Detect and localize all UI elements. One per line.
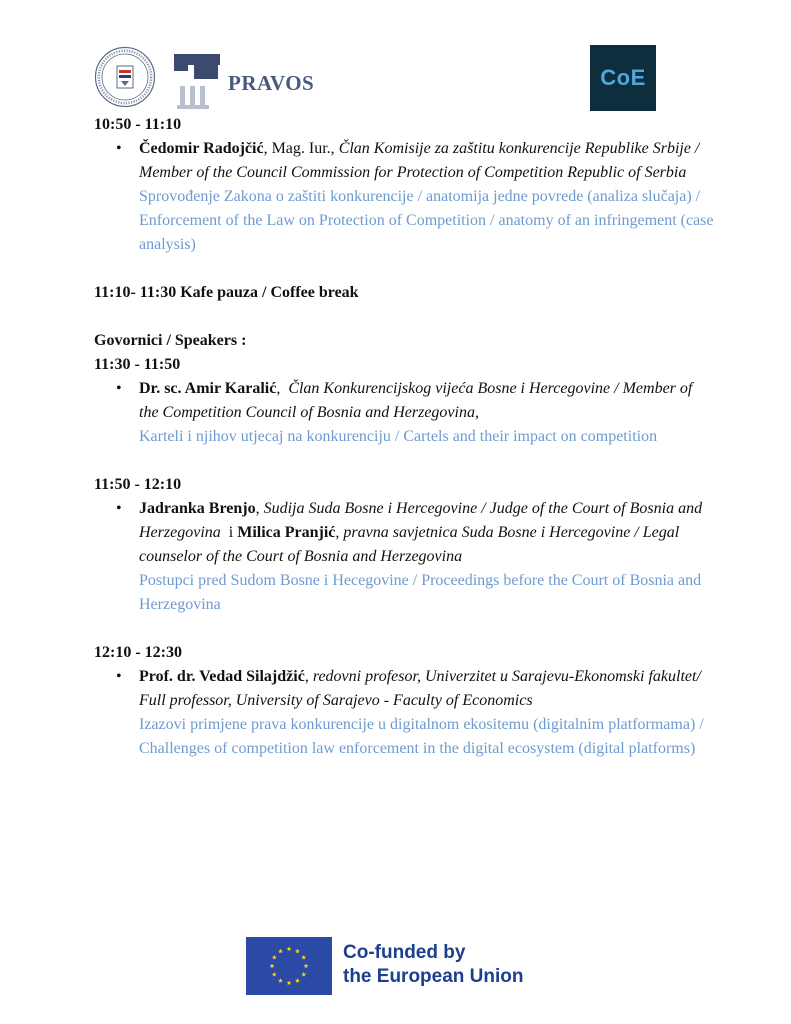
speaker-role: Član Konkurencijskog vijeća Bosne i Hercegovine / Member of the Competition Council of Bosnia and Herzegovina, <box>139 380 693 421</box>
bullet-icon: • <box>116 380 122 397</box>
header-logos <box>94 40 664 115</box>
bullet-icon: • <box>116 500 122 517</box>
time-slot: 10:50 - 11:10 <box>94 116 182 133</box>
time-slot: 12:10 - 12:30 <box>94 644 182 661</box>
coe-logo-text: CoE <box>600 65 646 90</box>
speaker-name-2: Milica Pranjić <box>237 524 336 541</box>
speaker-name: Prof. dr. Vedad Silajdžić <box>139 668 305 685</box>
bullet-icon: • <box>116 140 122 157</box>
eu-line-2: the European Union <box>343 966 524 987</box>
speakers-heading: Govornici / Speakers : <box>94 332 247 349</box>
conjunction: i <box>228 524 234 541</box>
talk-topic: Postupci pred Sudom Bosne i Hecegovine / Proceedings before the Court of Bosnia and Herzegovina <box>139 572 702 613</box>
agenda-item <box>116 137 714 257</box>
speaker-name: Dr. sc. Amir Karalić <box>139 380 277 397</box>
talk-topic: Izazovi primjene prava konkurencije u digitalnom ekositemu (digitalnim platformama) / Challenges of competition law enforcement in the digital ecosystem (digital platforms) <box>139 716 704 757</box>
pravos-logo-text: PRAVOS <box>228 71 315 95</box>
eu-cofunded-banner <box>246 937 556 997</box>
talk-topic: Karteli i njihov utjecaj na konkurenciju / Cartels and their impact on competition <box>139 428 658 445</box>
bullet-icon: • <box>116 668 122 685</box>
eu-line-1: Co-funded by <box>343 942 466 963</box>
eu-flag-icon <box>246 937 332 995</box>
time-slot: 11:30 - 11:50 <box>94 356 181 373</box>
speaker-name: Jadranka Brenjo <box>139 500 256 517</box>
pillar-logo-icon <box>170 50 226 110</box>
speaker-role-2: pravna savjetnica Suda Bosne i Hercegovine / Legal counselor of the Court of Bosnia and Herzegovina <box>139 524 680 565</box>
university-seal-icon <box>94 46 156 108</box>
eu-cofunded-text <box>343 941 524 989</box>
speaker-title: , Mag. Iur., <box>263 140 339 157</box>
speaker-role: redovni profesor, Univerzitet u Sarajevu-Ekonomski fakultet/ Full professor, University of Sarajevo - Faculty of Economics <box>139 668 701 709</box>
agenda-item: • Dr. sc. Amir Karalić, Član Konkurencijskog vijeća Bosne i Hercegovine / Member of the Competition Council of Bosnia and Herzegovina, Karteli i njihov utjecaj na konkurenciju / Cartels and their impact on competition <box>139 377 714 449</box>
agenda-item: • Prof. dr. Vedad Silajdžić, redovni profesor, Univerzitet u Sarajevu-Ekonomski fakultet/ Full professor, University of Sarajevo - Faculty of Economics Izazovi primjene prava konkurencije u digitalnom ekositemu (digitalnim platformama) / Challenges of competition law enforcement in the digital ecosystem (digital platforms) <box>139 665 714 761</box>
coffee-break: 11:10- 11:30 Kafe pauza / Coffee break <box>94 284 359 301</box>
coe-logo <box>590 45 656 111</box>
agenda <box>94 113 714 761</box>
agenda-item: • Jadranka Brenjo, Sudija Suda Bosne i Hercegovine / Judge of the Court of Bosnia and Herzegovina i Milica Pranjić, pravna savjetnica Suda Bosne i Hercegovine / Legal counselor of the Court of Bosnia and Herzegovina Postupci pred Sudom Bosne i Hecegovine / Proceedings before the Court of Bosnia and Herzegovina <box>139 497 714 617</box>
talk-topic: Sprovođenje Zakona o zaštiti konkurencije / anatomija jedne povrede (analiza slučaja) / Enforcement of the Law on Protection of Competition / anatomy of an infringement (case analysis) <box>139 188 714 253</box>
pravos-logo <box>170 50 320 110</box>
speaker-role: Član Komisije za zaštitu konkurencije Republike Srbije / Member of the Council Commission for Protection of Competition Republic of Serbia <box>139 140 700 181</box>
speaker-role: Sudija Suda Bosne i Hercegovine / Judge of the Court of Bosnia and Herzegovina <box>139 500 703 541</box>
speaker-name: Čedomir Radojčić <box>139 140 264 157</box>
time-slot: 11:50 - 12:10 <box>94 476 182 493</box>
